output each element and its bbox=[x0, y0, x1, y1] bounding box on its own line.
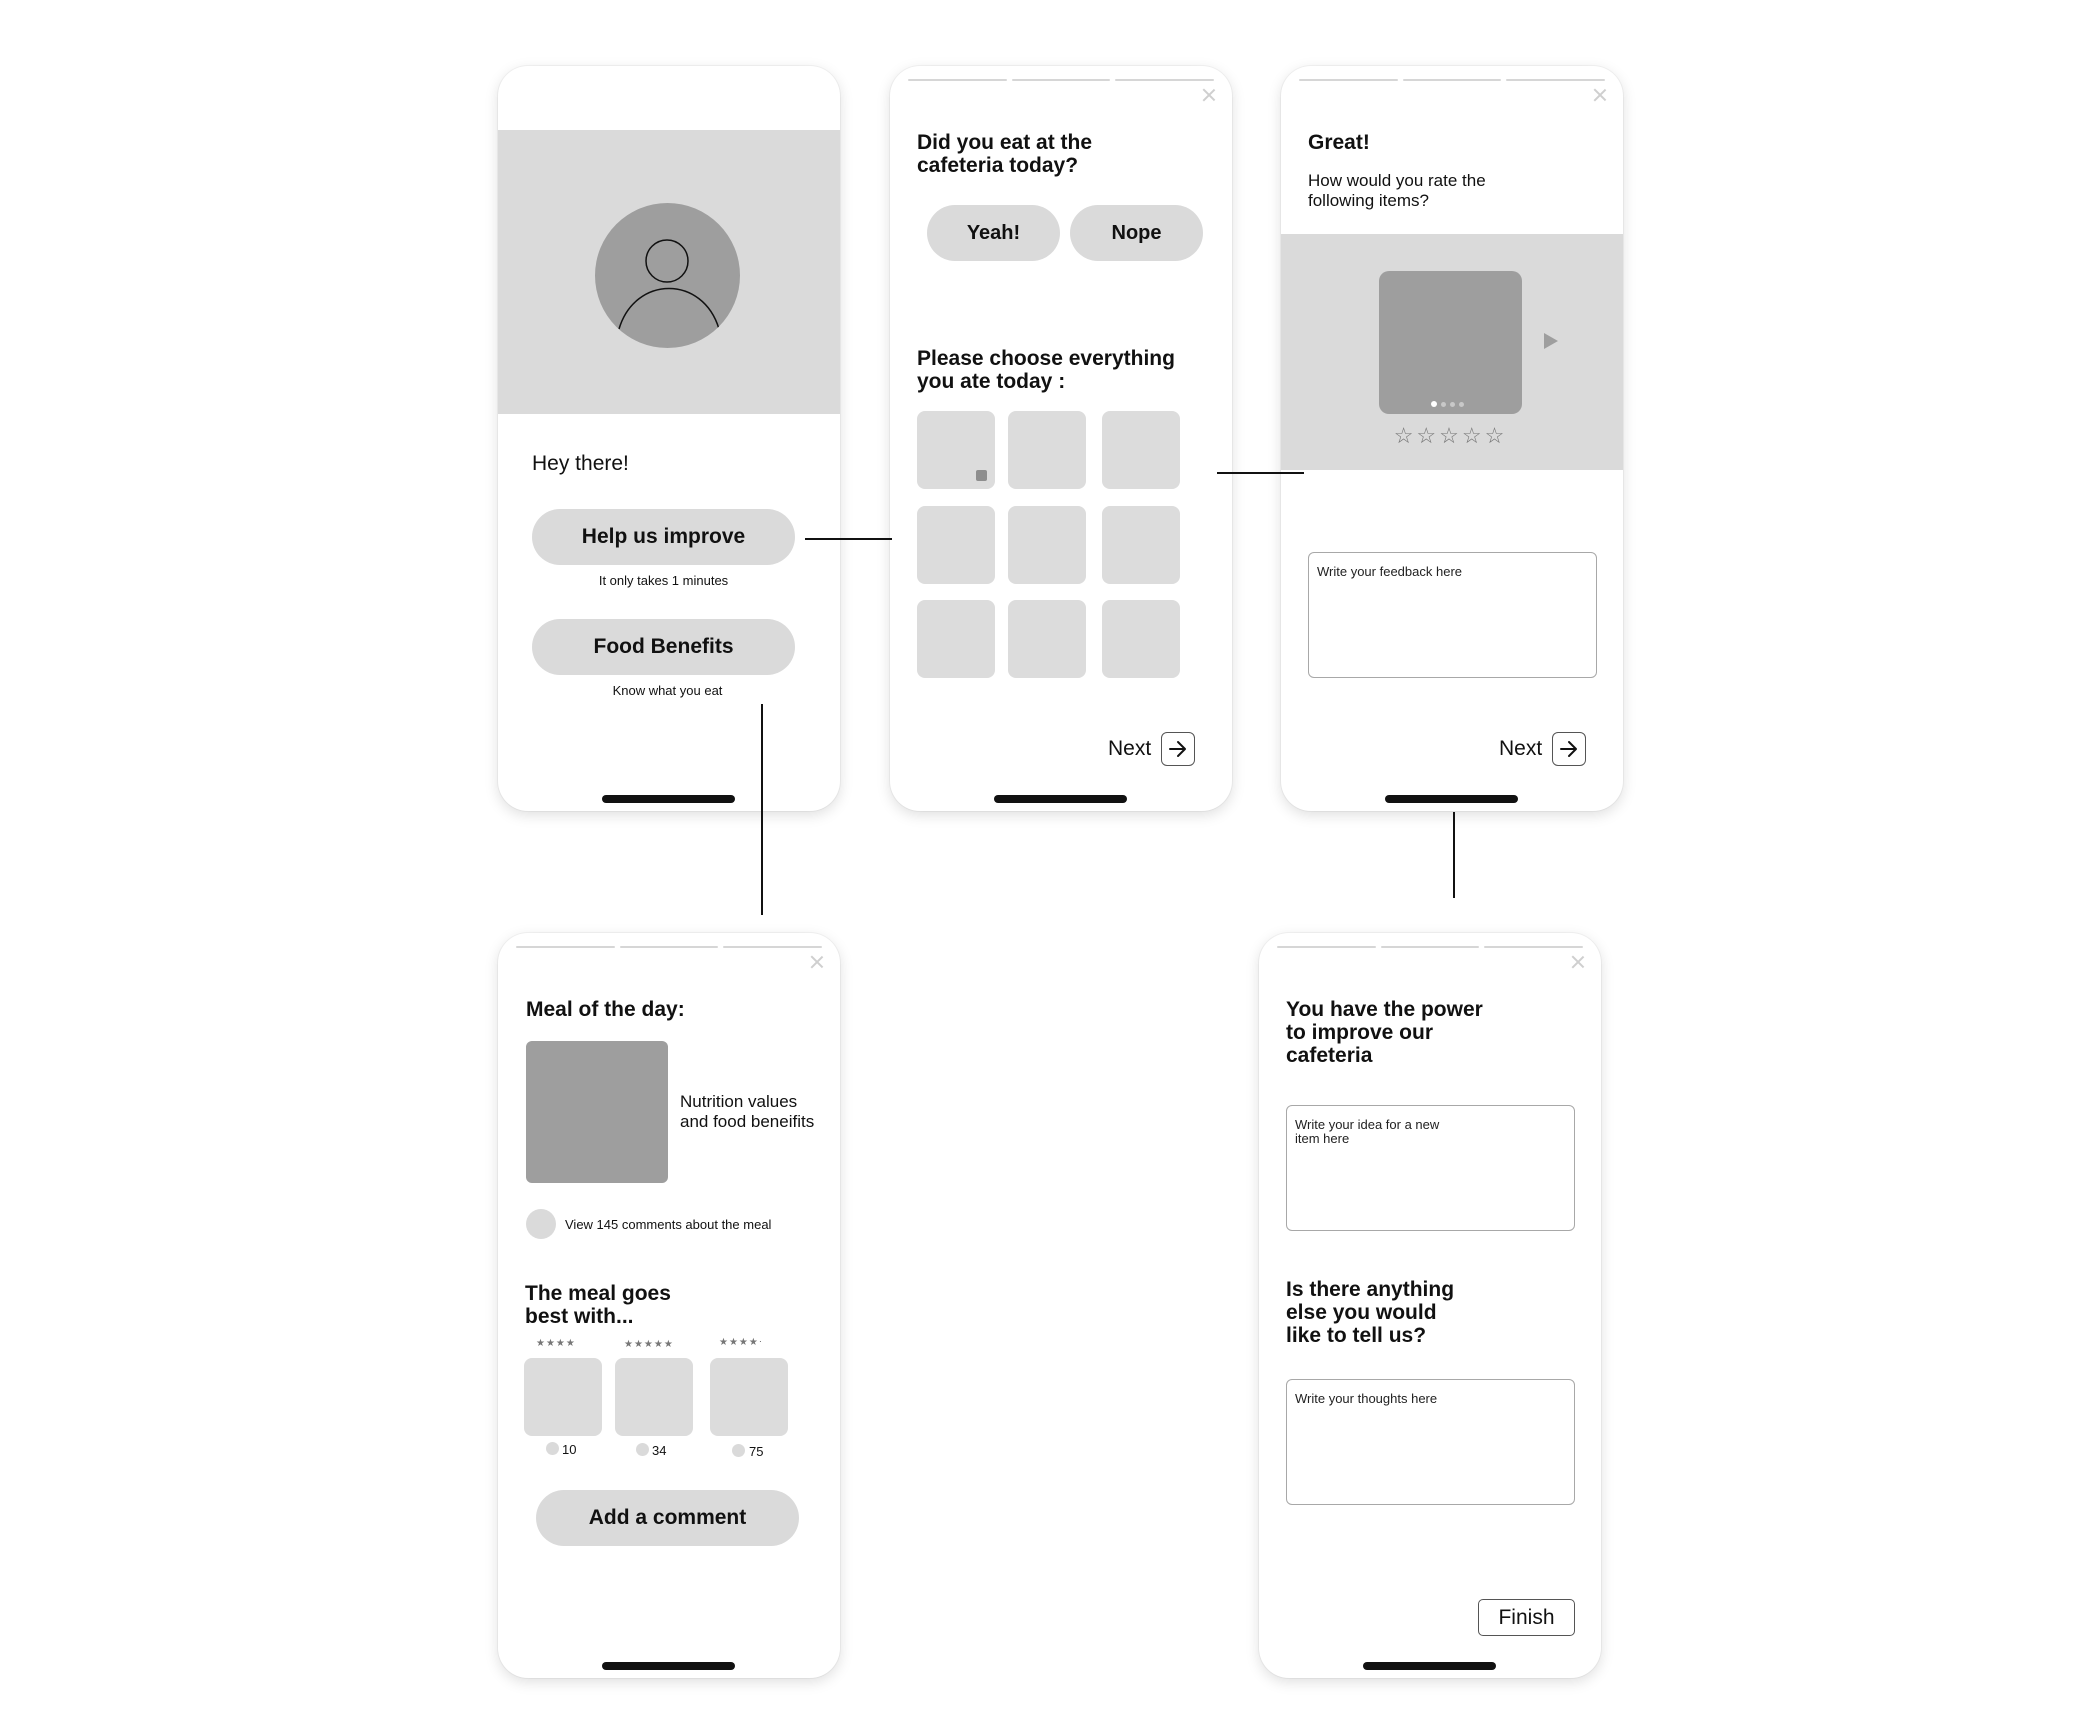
pairing-stars: ★★★★ bbox=[536, 1338, 576, 1349]
home-screen bbox=[498, 66, 840, 811]
like-icon bbox=[546, 1442, 559, 1455]
arrow-right-icon bbox=[1161, 732, 1195, 766]
help-caption: It only takes 1 minutes bbox=[598, 573, 729, 588]
rating-subtitle: How would you rate the following items? bbox=[1308, 171, 1486, 210]
pairing-stars: ★★★★⋅ bbox=[719, 1337, 764, 1348]
view-comments-link[interactable]: View 145 comments about the meal bbox=[565, 1217, 772, 1232]
carousel-dots bbox=[1431, 401, 1464, 407]
play-next-icon[interactable] bbox=[1543, 332, 1559, 355]
progress-bar bbox=[908, 79, 1214, 81]
pairing-stars: ★★★★★ bbox=[624, 1339, 674, 1350]
close-icon[interactable] bbox=[1202, 88, 1216, 102]
food-benefits-button[interactable]: Food Benefits bbox=[532, 619, 795, 675]
food-tile[interactable] bbox=[917, 411, 995, 489]
pairing-count: 34 bbox=[652, 1443, 667, 1458]
survey-screen bbox=[890, 66, 1232, 811]
next-label: Next bbox=[1499, 737, 1543, 760]
item-image bbox=[1379, 271, 1522, 414]
rating-title: Great! bbox=[1308, 131, 1370, 154]
food-tile[interactable] bbox=[1008, 506, 1086, 584]
flow-connector bbox=[761, 704, 763, 915]
rating-screen bbox=[1281, 66, 1623, 811]
food-tile[interactable] bbox=[917, 600, 995, 678]
profile-header bbox=[498, 130, 840, 414]
finish-button[interactable]: Finish bbox=[1478, 1599, 1575, 1636]
close-icon[interactable] bbox=[1593, 88, 1607, 102]
food-caption: Know what you eat bbox=[612, 683, 723, 698]
progress-bar bbox=[516, 946, 822, 948]
home-indicator bbox=[994, 795, 1127, 803]
home-indicator bbox=[602, 795, 735, 803]
pairing-tile[interactable] bbox=[710, 1358, 788, 1436]
progress-bar bbox=[1277, 946, 1583, 948]
star-rating[interactable]: ☆☆☆☆☆ bbox=[1393, 423, 1508, 448]
nutrition-text: Nutrition values and food beneifits bbox=[680, 1092, 815, 1131]
home-indicator bbox=[1385, 795, 1518, 803]
yes-button[interactable]: Yeah! bbox=[927, 205, 1060, 261]
food-tile[interactable] bbox=[1008, 600, 1086, 678]
choose-foods-label: Please choose everything you ate today : bbox=[917, 347, 1175, 393]
progress-bar bbox=[1299, 79, 1605, 81]
like-icon bbox=[636, 1443, 649, 1456]
add-comment-button[interactable]: Add a comment bbox=[536, 1490, 799, 1546]
ideas-screen bbox=[1259, 933, 1601, 1678]
survey-question: Did you eat at the cafeteria today? bbox=[917, 131, 1093, 177]
pairing-count: 75 bbox=[749, 1444, 764, 1459]
food-tile[interactable] bbox=[1102, 600, 1180, 678]
home-indicator bbox=[602, 1662, 735, 1670]
anything-else-title: Is there anything else you would like to tell us? bbox=[1286, 1278, 1455, 1347]
close-icon[interactable] bbox=[1571, 955, 1585, 969]
home-indicator bbox=[1363, 1662, 1496, 1670]
food-tile[interactable] bbox=[917, 506, 995, 584]
help-us-improve-button[interactable]: Help us improve bbox=[532, 509, 795, 565]
meal-title: Meal of the day: bbox=[526, 998, 685, 1021]
meal-image bbox=[526, 1041, 668, 1183]
idea-input[interactable]: Write your idea for a new item here bbox=[1286, 1105, 1575, 1231]
comment-bubble-icon bbox=[526, 1209, 556, 1239]
pairing-tile[interactable] bbox=[524, 1358, 602, 1436]
thoughts-input[interactable]: Write your thoughts here bbox=[1286, 1379, 1575, 1505]
flow-connector bbox=[805, 538, 892, 540]
food-tile[interactable] bbox=[1102, 411, 1180, 489]
food-tile[interactable] bbox=[1102, 506, 1180, 584]
arrow-right-icon bbox=[1552, 732, 1586, 766]
food-tile[interactable] bbox=[1008, 411, 1086, 489]
no-button[interactable]: Nope bbox=[1070, 205, 1203, 261]
next-button[interactable] bbox=[1108, 732, 1195, 766]
flow-connector bbox=[1217, 472, 1304, 474]
feedback-input[interactable]: Write your feedback here bbox=[1308, 552, 1597, 678]
user-avatar-icon bbox=[595, 203, 740, 348]
pairing-tile[interactable] bbox=[615, 1358, 693, 1436]
next-label: Next bbox=[1108, 737, 1152, 760]
flow-connector bbox=[1453, 812, 1455, 898]
best-with-title: The meal goes best with... bbox=[525, 1282, 671, 1328]
selected-indicator bbox=[976, 470, 987, 481]
pairing-count: 10 bbox=[562, 1442, 577, 1457]
carousel-panel bbox=[1281, 234, 1623, 470]
next-button[interactable] bbox=[1499, 732, 1586, 766]
meal-screen bbox=[498, 933, 840, 1678]
like-icon bbox=[732, 1444, 745, 1457]
greeting-text: Hey there! bbox=[532, 452, 629, 475]
power-title: You have the power to improve our cafeteria bbox=[1286, 998, 1483, 1067]
close-icon[interactable] bbox=[810, 955, 824, 969]
